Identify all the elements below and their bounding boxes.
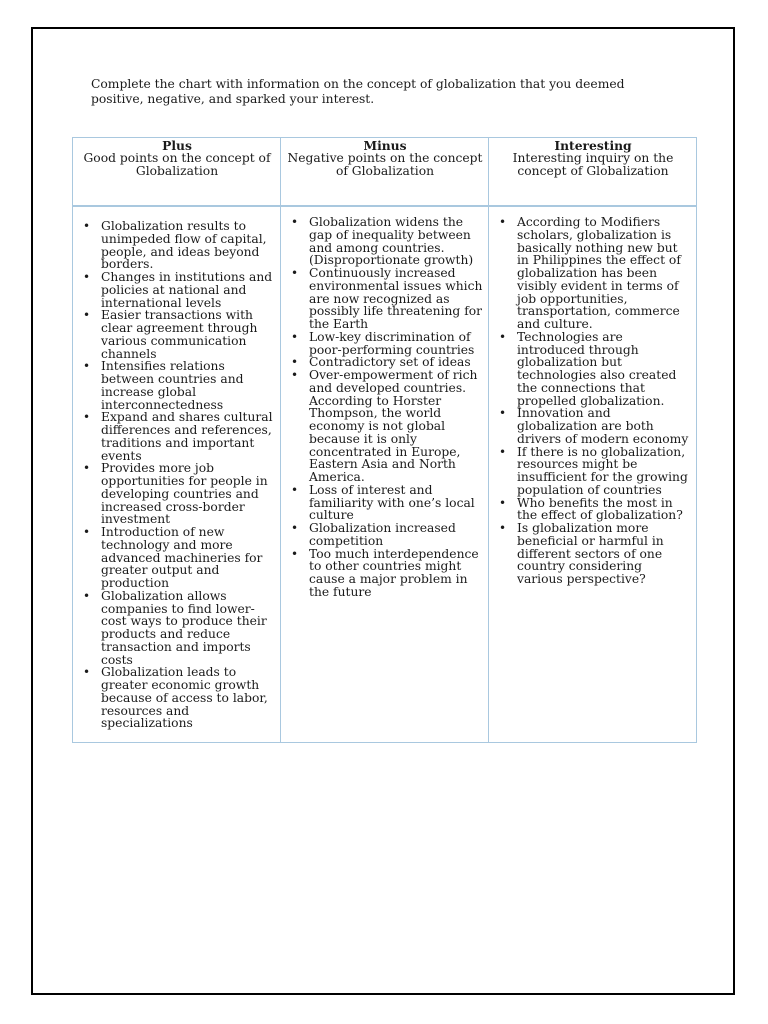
instructions-text: Complete the chart with information on the concept of globalization that you deemed positive, negative, and sparked your interest. — [91, 77, 625, 106]
interesting-list — [495, 216, 691, 586]
list-item: • Intensifies relations between countries and increase global interconnectedness — [79, 360, 275, 411]
list-item: • Over-empowerment of rich and developed countries. According to Horster Thompson, the world economy is not global because it is only concentrated in Europe, Eastern Asia and North America. — [287, 369, 483, 484]
list-item: • Contradictory set of ideas — [287, 356, 483, 369]
list-item: • Low-key discrimination of poor-performing countries — [287, 331, 483, 357]
list-item: • Loss of interest and familiarity with one’s local culture — [287, 484, 483, 522]
list-item: • Innovation and globalization are both drivers of modern economy — [495, 407, 691, 445]
list-item: • According to Modifiers scholars, globalization is basically nothing new but in Philippines the effect of globalization has been visibly evident in terms of job opportunities, transportation, commerce and culture. — [495, 216, 691, 331]
list-item: • If there is no globalization, resources might be insufficient for the growing population of countries — [495, 446, 691, 497]
list-item: • Is globalization more beneficial or harmful in different sectors of one country considering various perspective? — [495, 522, 691, 586]
minus-header — [283, 138, 487, 206]
plus-header-title: Plus — [162, 138, 192, 153]
list-item: • Who benefits the most in the effect of globalization? — [495, 497, 691, 523]
plus-header — [75, 138, 279, 206]
interesting-header-subtitle: Interesting inquiry on the concept of Globalization — [512, 151, 674, 178]
list-item: • Introduction of new technology and more advanced machineries for greater output and production — [79, 526, 275, 590]
minus-list — [287, 216, 483, 599]
plus-header-subtitle: Good points on the concept of Globalization — [83, 151, 271, 178]
list-item: • Globalization widens the gap of inequality between and among countries. (Disproportionate growth) — [287, 216, 483, 267]
pmi-chart-table — [72, 137, 697, 743]
list-item: • Expand and shares cultural differences and references, traditions and important events — [79, 411, 275, 462]
list-item: • Easier transactions with clear agreement through various communication channels — [79, 309, 275, 360]
list-item: • Continuously increased environmental issues which are now recognized as possibly life threatening for the Earth — [287, 267, 483, 331]
minus-header-title: Minus — [363, 138, 407, 153]
list-item: • Changes in institutions and policies at national and international levels — [79, 271, 275, 309]
minus-header-subtitle: Negative points on the concept of Globalization — [287, 151, 483, 178]
list-item: • Globalization results to unimpeded flow of capital, people, and ideas beyond borders. — [79, 220, 275, 271]
list-item: • Globalization leads to greater economic growth because of access to labor, resources and specializations — [79, 666, 275, 730]
list-item: • Provides more job opportunities for people in developing countries and increased cross-border investment — [79, 462, 275, 526]
list-item: • Globalization allows companies to find lower-cost ways to produce their products and reduce transaction and imports costs — [79, 590, 275, 667]
interesting-header — [491, 138, 695, 206]
list-item: • Technologies are introduced through globalization but technologies also created the connections that propelled globalization. — [495, 331, 691, 408]
list-item: • Globalization increased competition — [287, 522, 483, 548]
list-item: • Too much interdependence to other countries might cause a major problem in the future — [287, 548, 483, 599]
plus-list — [79, 220, 275, 730]
interesting-header-title: Interesting — [554, 138, 632, 153]
